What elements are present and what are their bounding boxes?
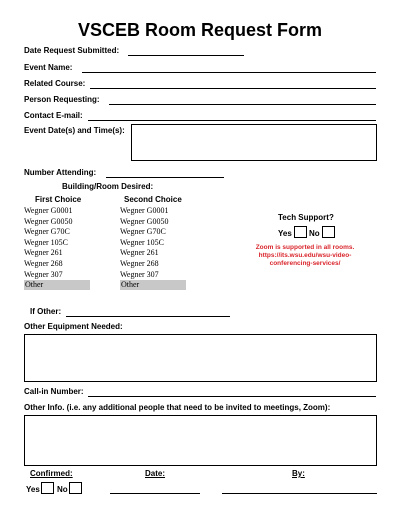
event-name-field[interactable]	[82, 72, 376, 73]
person-requesting-label: Person Requesting:	[24, 95, 100, 104]
second-choice-heading: Second Choice	[124, 195, 182, 204]
second-choice-option[interactable]: Wegner 261	[120, 248, 159, 258]
event-dates-label: Event Date(s) and Time(s):	[24, 126, 125, 135]
second-choice-option[interactable]: Wegner G0050	[120, 216, 169, 226]
other-info-field[interactable]	[24, 415, 377, 466]
second-choice-option[interactable]: Wegner G70C	[120, 227, 166, 237]
contact-email-field[interactable]	[88, 120, 376, 121]
second-choice-option-selected[interactable]: Other	[120, 280, 186, 290]
call-in-label: Call-in Number:	[24, 387, 84, 396]
other-info-label: Other Info. (i.e. any additional people that need to be invited to meetings, Zoom):	[24, 403, 331, 412]
call-in-field[interactable]	[88, 396, 376, 397]
contact-email-label: Contact E-mail:	[24, 111, 83, 120]
tech-no-label: No	[309, 229, 320, 238]
confirmed-no-checkbox[interactable]	[69, 482, 82, 494]
first-choice-option[interactable]: Wegner 105C	[24, 237, 69, 247]
second-choice-option[interactable]: Wegner 307	[120, 269, 159, 279]
tech-no-checkbox[interactable]	[322, 226, 335, 238]
zoom-note	[244, 244, 366, 268]
related-course-field[interactable]	[90, 88, 376, 89]
event-dates-field[interactable]	[131, 124, 377, 161]
form-title: VSCEB Room Request Form	[77, 20, 323, 40]
second-choice-option[interactable]: Wegner 105C	[120, 237, 165, 247]
date-field[interactable]	[110, 493, 200, 494]
first-choice-option-selected[interactable]: Other	[24, 280, 90, 290]
if-other-label: If Other:	[30, 307, 62, 316]
first-choice-option[interactable]: Wegner 268	[24, 259, 63, 268]
zoom-link-cont[interactable]: conferencing-services/	[269, 260, 341, 267]
first-choice-option[interactable]: Wegner G0001	[24, 206, 73, 215]
tech-yes-label: Yes	[278, 229, 292, 238]
confirmed-yes-label: Yes	[26, 485, 40, 494]
first-choice-option[interactable]: Wegner G0050	[24, 216, 73, 226]
if-other-field[interactable]	[66, 316, 230, 317]
number-attending-field[interactable]	[106, 177, 224, 178]
confirmed-yes-checkbox[interactable]	[41, 482, 54, 494]
first-choice-option[interactable]: Wegner G70C	[24, 227, 70, 237]
first-choice-option[interactable]: Wegner 261	[24, 248, 63, 258]
building-heading: Building/Room Desired:	[62, 182, 154, 191]
tech-yes-checkbox[interactable]	[294, 226, 307, 238]
other-equipment-field[interactable]	[24, 334, 377, 382]
person-requesting-field[interactable]	[109, 104, 376, 105]
by-field[interactable]	[222, 493, 377, 494]
first-choice-option[interactable]: Wegner 307	[24, 269, 63, 279]
confirmed-label: Confirmed:	[30, 469, 73, 478]
second-choice-option[interactable]: Wegner 268	[120, 259, 159, 268]
date-submitted-field[interactable]	[128, 55, 244, 56]
related-course-label: Related Course:	[24, 79, 86, 88]
confirmed-no-label: No	[57, 485, 68, 494]
zoom-link[interactable]: https://its.wsu.edu/wsu-video-	[258, 252, 352, 259]
second-choice-option[interactable]: Wegner G0001	[120, 206, 169, 215]
by-label: By:	[292, 469, 305, 478]
event-name-label: Event Name:	[24, 63, 73, 72]
tech-support-label: Tech Support?	[278, 213, 334, 222]
date-submitted-label: Date Request Submitted:	[24, 46, 120, 55]
zoom-note-line: Zoom is supported in all rooms.	[255, 244, 355, 251]
other-equipment-label: Other Equipment Needed:	[24, 322, 123, 331]
number-attending-label: Number Attending:	[24, 168, 97, 177]
date-label: Date:	[145, 469, 166, 478]
first-choice-heading: First Choice	[35, 195, 82, 204]
